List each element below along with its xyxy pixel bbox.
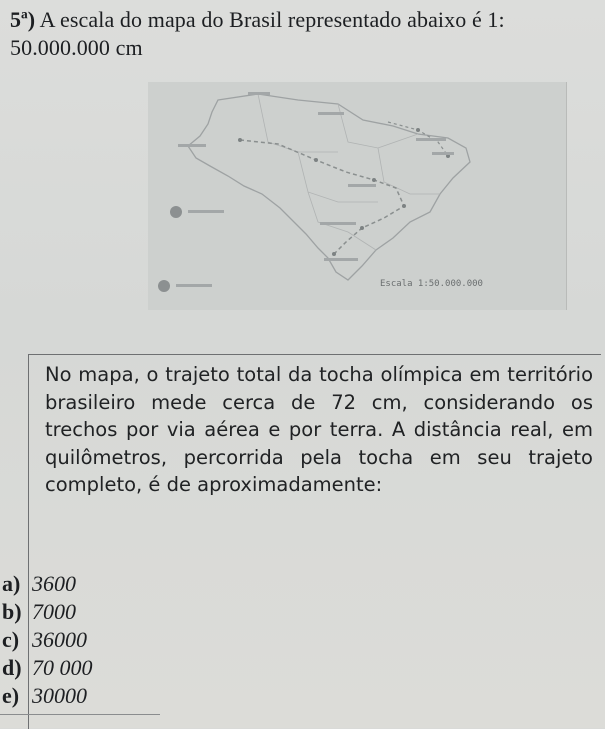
option-letter: e) — [2, 683, 20, 708]
question-number: 5ª) — [10, 7, 36, 32]
question-statement — [10, 6, 600, 62]
divider-line — [0, 714, 160, 715]
option-e[interactable] — [2, 682, 302, 710]
brazil-map-drawing — [148, 82, 566, 310]
map-scale-label: Escala 1:50.000.000 — [380, 279, 483, 289]
option-d[interactable] — [2, 654, 302, 682]
option-a[interactable] — [2, 570, 302, 598]
option-letter: c) — [2, 627, 20, 652]
option-value: 3600 — [32, 571, 76, 596]
option-value: 7000 — [32, 599, 76, 624]
option-value: 30000 — [32, 683, 87, 708]
option-value: 70 000 — [32, 655, 93, 680]
option-b[interactable] — [2, 598, 302, 626]
option-c[interactable] — [2, 626, 302, 654]
problem-paragraph: No mapa, o trajeto total da tocha olímpica em território brasileiro mede cerca de 72 cm, considerando os trechos por via aérea e por terra. A distância real, em quilômetros, percorrida pela tocha em seu trajeto completo, é de aproximadamente: — [45, 363, 593, 496]
option-letter: a) — [2, 571, 21, 596]
option-letter: d) — [2, 655, 22, 680]
option-value: 36000 — [32, 627, 87, 652]
answer-options — [2, 570, 302, 710]
brazil-map — [148, 82, 567, 310]
question-text: A escala do mapa do Brasil representado abaixo é 1: 50.000.000 cm — [10, 7, 505, 60]
option-letter: b) — [2, 599, 22, 624]
